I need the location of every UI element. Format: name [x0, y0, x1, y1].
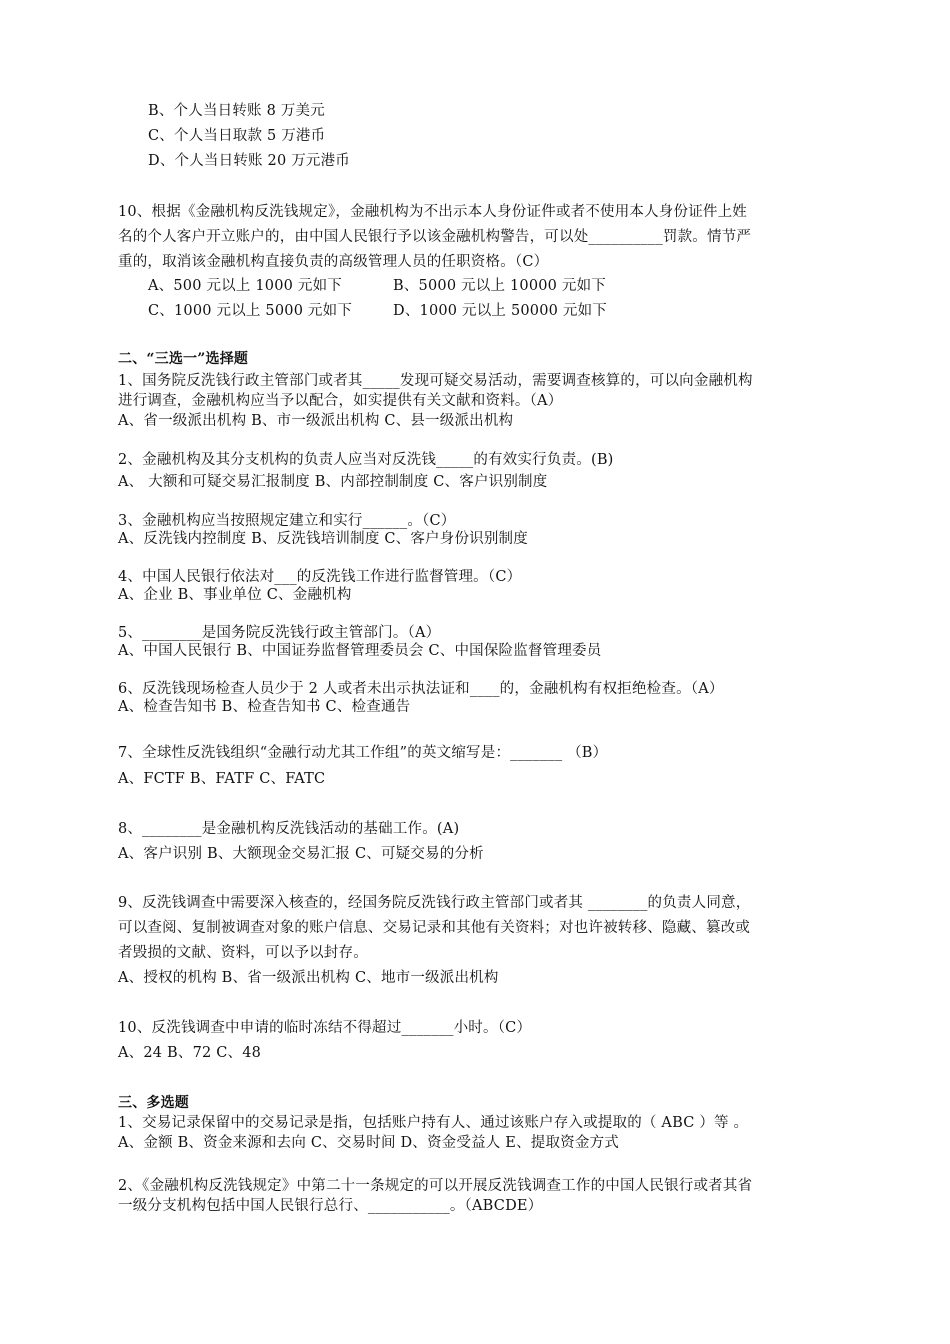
text-line: A、检查告知书 B、检查告知书 C、检查通告: [118, 699, 411, 715]
section-heading: 三、多选题: [118, 1095, 189, 1111]
text-line: A、金额 B、资金来源和去向 C、交易时间 D、资金受益人 E、提取资金方式: [118, 1135, 619, 1151]
text-line: B、个人当日转账 8 万美元: [148, 103, 325, 119]
text-line: 2、金融机构及其分支机构的负责人应当对反洗钱_____的有效实行负责。(B): [118, 452, 614, 468]
text-line: 进行调查，金融机构应当予以配合，如实提供有关文献和资料。（A）: [118, 393, 563, 409]
text-line: 一级分支机构包括中国人民银行总行、___________。（ABCDE）: [118, 1198, 543, 1214]
text-line: 5、________是国务院反洗钱行政主管部门。（A）: [118, 625, 441, 641]
text-line: A、企业 B、事业单位 C、金融机构: [118, 587, 352, 603]
text-line: A、客户识别 B、大额现金交易汇报 C、可疑交易的分析: [118, 846, 484, 862]
text-line: 7、全球性反洗钱组织“金融行动尤其工作组”的英文缩写是：_______ （B）: [118, 745, 608, 761]
text-line: A、中国人民银行 B、中国证券监督管理委员会 C、中国保险监督管理委员: [118, 643, 602, 659]
text-line: 重的，取消该金融机构直接负责的高级管理人员的任职资格。（C）: [118, 254, 549, 270]
option-text: C、1000 元以上 5000 元如下: [148, 303, 353, 319]
option-text: A、500 元以上 1000 元如下: [148, 278, 342, 294]
option-text: B、5000 元以上 10000 元如下: [393, 278, 607, 294]
text-line: 3、金融机构应当按照规定建立和实行______。（C）: [118, 513, 456, 529]
option-text: D、1000 元以上 50000 元如下: [393, 303, 607, 319]
text-line: A、24 B、72 C、48: [118, 1045, 262, 1061]
text-line: C、个人当日取款 5 万港币: [148, 128, 326, 144]
text-line: A、授权的机构 B、省一级派出机构 C、地市一级派出机构: [118, 970, 499, 986]
text-line: 可以查阅、复制被调查对象的账户信息、交易记录和其他有关资料；对也许被转移、隐藏、篡改或: [118, 920, 751, 936]
text-line: 4、中国人民银行依法对___的反洗钱工作进行监督管理。（C）: [118, 569, 522, 585]
text-line: 9、反洗钱调查中需要深入核查的，经国务院反洗钱行政主管部门或者其 ________的负责人同意，: [118, 895, 751, 911]
text-line: A、FCTF B、FATF C、FATC: [118, 771, 326, 787]
text-line: A、反洗钱内控制度 B、反洗钱培训制度 C、客户身份识别制度: [118, 531, 528, 547]
text-line: 2、《金融机构反洗钱规定》中第二十一条规定的可以开展反洗钱调查工作的中国人民银行或者其省: [118, 1178, 753, 1194]
text-line: 10、反洗钱调查中申请的临时冻结不得超过_______小时。（C）: [118, 1020, 532, 1036]
text-line: 名的个人客户开立账户的，由中国人民银行予以该金融机构警告，可以处__________罚款。情节严: [118, 229, 752, 245]
text-line: 1、交易记录保留中的交易记录是指，包括账户持有人、通过该账户存入或提取的（ ABC ）等 。: [118, 1115, 749, 1131]
text-line: 6、反洗钱现场检查人员少于 2 人或者未出示执法证和____的，金融机构有权拒绝检查。（A）: [118, 681, 724, 697]
text-line: 8、________是金融机构反洗钱活动的基础工作。(A): [118, 821, 460, 837]
text-line: A、省一级派出机构 B、市一级派出机构 C、县一级派出机构: [118, 413, 514, 429]
text-line: 者毁损的文献、资料，可以予以封存。: [118, 945, 368, 961]
text-line: 1、国务院反洗钱行政主管部门或者其_____发现可疑交易活动，需要调查核算的，可以向金融机构: [118, 373, 753, 389]
text-line: D、个人当日转账 20 万元港币: [148, 153, 350, 169]
section-heading: 二、“三选一”选择题: [118, 351, 249, 367]
text-line: 10、根据《金融机构反洗钱规定》，金融机构为不出示本人身份证件或者不使用本人身份证件上姓: [118, 204, 747, 220]
text-line: A、 大额和可疑交易汇报制度 B、内部控制制度 C、客户识别制度: [118, 474, 548, 490]
